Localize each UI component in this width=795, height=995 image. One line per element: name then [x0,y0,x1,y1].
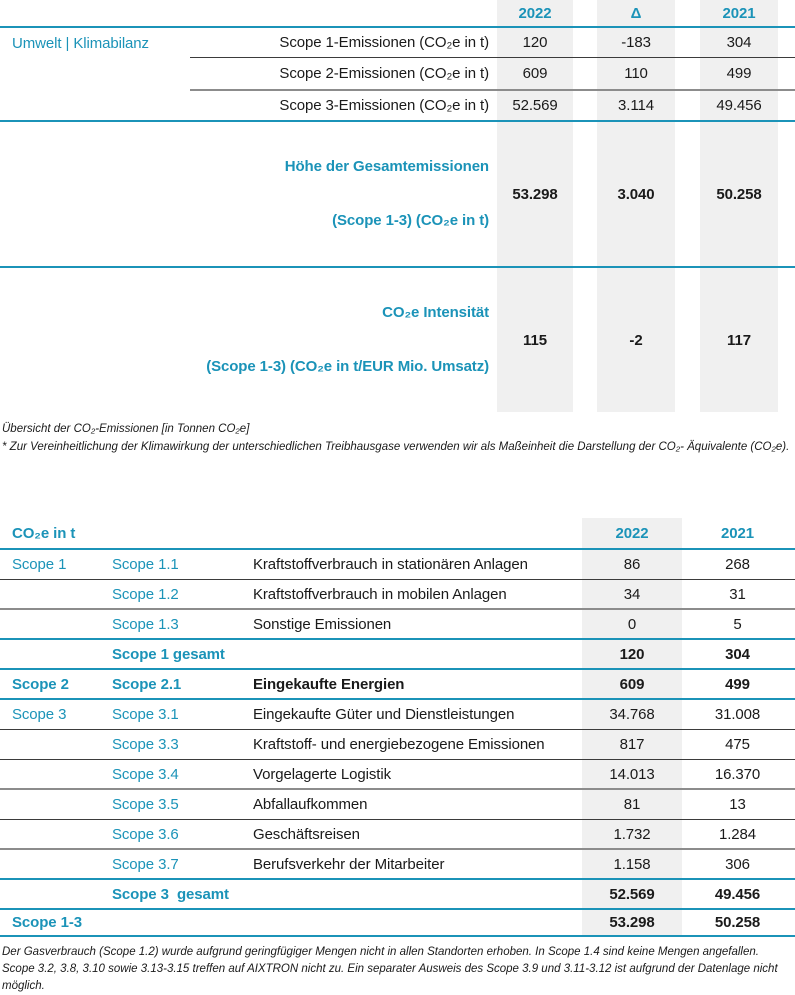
value-2022: 0 [582,610,682,638]
value-delta: -183 [597,28,675,57]
subtotal-label: Scope 1 gesamt [112,640,253,670]
row-description: Abfallaufkommen [253,790,582,820]
value-2022: 609 [582,670,682,698]
scope-sub: Scope 3.4 [112,760,253,790]
table1-footnotes [2,421,795,455]
value-2021: 50.258 [700,122,778,266]
table-row [0,91,795,122]
row-label: Scope 2-Emissionen (CO₂e in t) [190,58,497,91]
table2-footnote: Der Gasverbrauch (Scope 1.2) wurde aufgrund geringfügiger Mengen nicht in allen Standorten erhoben. In Scope 1.4 sind keine Mengen angefallen. Scope 3.2, 3.8, 3.10 sowie 3.13-3.15 treffen auf AIXTRON nicht zu. Ein separater Ausweis des Scope 3.9 und 3.11-3.12 ist aufgrund der Datenlage nicht möglich. [2,946,778,992]
value-2021: 49.456 [700,91,778,120]
climate-summary-table [0,0,795,412]
table-row [0,850,795,880]
value-2022: 120 [582,640,682,668]
value-2022: 52.569 [497,91,573,120]
scope-sub: Scope 3.1 [112,700,253,730]
value-2022: 120 [497,28,573,57]
column-header-2021: 2021 [700,0,778,26]
table-header-row [0,0,795,28]
table-row [0,550,795,580]
scope-sub: Scope 3.5 [112,790,253,820]
footnote: Übersicht der CO₂-Emissionen [in Tonnen CO₂e] [2,423,250,435]
row-description: Kraftstoff- und energiebezogene Emissionen [253,730,582,760]
table-row [0,670,795,700]
value-2021: 49.456 [700,880,795,910]
subtotal-row [0,880,795,910]
row-description: Vorgelagerte Logistik [253,760,582,790]
scope-sub: Scope 1.3 [112,610,253,640]
column-header-delta: Δ [597,0,675,26]
scope-sub: Scope 3.3 [112,730,253,760]
row-description: Sonstige Emissionen [253,610,582,640]
value-2021: 50.258 [700,910,795,937]
value-2022: 53.298 [582,910,682,935]
value-2022: 53.298 [497,122,573,266]
footnote: * Zur Vereinheitlichung der Klimawirkung der unterschiedlichen Treibhausgase verwenden wir als Maßeinheit die Darstellung der CO₂- Äquivalente (CO₂e). [2,441,790,453]
scope-sub: Scope 3.7 [112,850,253,880]
value-2022: 81 [582,790,682,819]
value-2021: 1.284 [700,820,795,850]
table-row [0,610,795,640]
scope-group: Scope 3 [0,700,112,730]
value-2022: 1.158 [582,850,682,878]
scope-group: Scope 2 [0,670,112,700]
value-2021: 304 [700,28,778,57]
column-header-2022: 2022 [497,0,573,26]
value-2021: 499 [700,670,795,700]
value-2022: 52.569 [582,880,682,908]
table-row [0,820,795,850]
value-delta: 3.114 [597,91,675,120]
grand-total-label: Scope 1-3 [0,910,112,937]
value-2021: 499 [700,58,778,89]
table-row [0,760,795,790]
column-header-2022: 2022 [582,518,682,548]
value-2021: 304 [700,640,795,670]
value-2021: 13 [700,790,795,820]
scope-sub: Scope 2.1 [112,670,253,700]
row-label: Scope 1-Emissionen (CO₂e in t) [190,28,497,58]
emissions-detail-table [0,518,795,937]
grand-total-row [0,910,795,937]
value-2022: 34.768 [582,700,682,729]
row-description: Geschäftsreisen [253,820,582,850]
value-2021: 16.370 [700,760,795,790]
value-2021: 475 [700,730,795,760]
row-description: Kraftstoffverbrauch in stationären Anlagen [253,550,582,580]
value-2021: 268 [700,550,795,580]
column-header-2021: 2021 [700,518,795,550]
table-row [0,58,795,91]
table-row [0,790,795,820]
total-label: CO₂e Intensität (Scope 1-3) (CO₂e in t/EUR Mio. Umsatz) [206,304,489,375]
row-label: Scope 3-Emissionen (CO₂e in t) [190,91,497,122]
scope-group: Scope 1 [0,550,112,580]
value-2022: 86 [582,550,682,579]
value-2021: 31.008 [700,700,795,730]
scope-sub: Scope 1.1 [112,550,253,580]
value-2021: 5 [700,610,795,640]
value-2022: 817 [582,730,682,759]
table-row [0,730,795,760]
row-description: Berufsverkehr der Mitarbeiter [253,850,582,880]
table-title: CO₂e in t [0,518,582,550]
value-delta: 110 [597,58,675,89]
scope-sub: Scope 3.6 [112,820,253,850]
subtotal-row [0,640,795,670]
section-label: Umwelt | Klimabilanz [12,34,149,52]
row-description: Eingekaufte Energien [253,670,582,700]
table-row [0,700,795,730]
table-row [0,580,795,610]
subtotal-label: Scope 3 gesamt [112,880,253,910]
total-row [0,122,795,268]
scope-sub: Scope 1.2 [112,580,253,610]
value-2022: 34 [582,580,682,608]
value-2021: 306 [700,850,795,880]
value-2021: 31 [700,580,795,610]
value-2022: 115 [497,268,573,412]
value-2022: 14.013 [582,760,682,788]
value-2021: 117 [700,268,778,412]
value-2022: 1.732 [582,820,682,848]
table-row [0,28,795,58]
row-description: Eingekaufte Güter und Dienstleistungen [253,700,582,730]
total-row [0,268,795,412]
value-delta: -2 [597,268,675,412]
value-delta: 3.040 [597,122,675,266]
row-description: Kraftstoffverbrauch in mobilen Anlagen [253,580,582,610]
total-label: Höhe der Gesamtemissionen (Scope 1-3) (CO₂e in t) [0,122,497,268]
value-2022: 609 [497,58,573,89]
table-header-row [0,518,795,550]
